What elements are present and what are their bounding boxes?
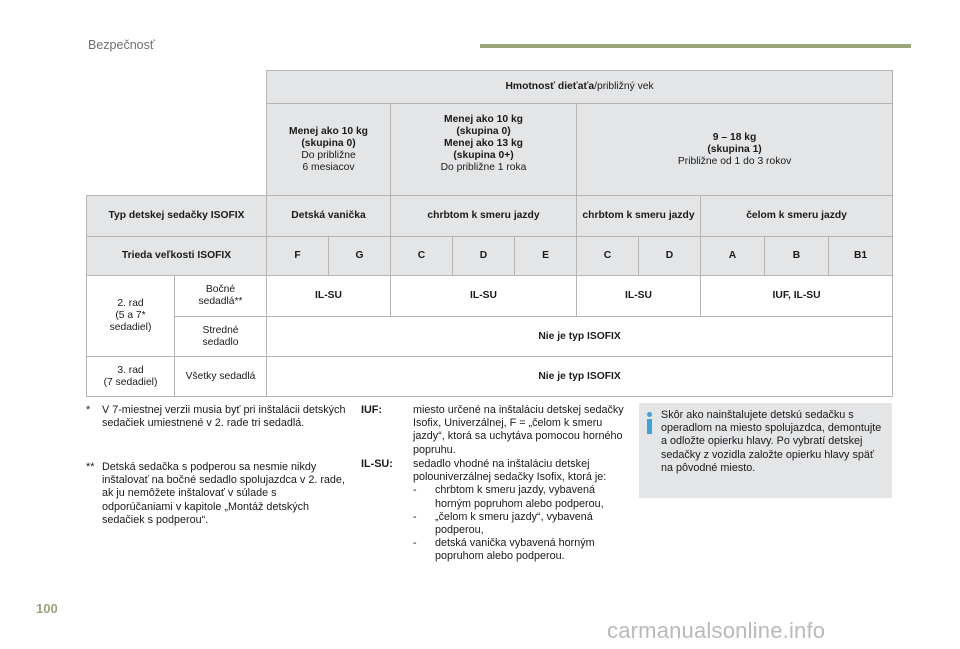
size-class: B <box>765 237 829 276</box>
info-box-text: Skôr ako nainštalujete detskú sedačku s operadlom na miesto spolujazdca, demontujte a odložte opierku hlavy. Po vybratí detskej sedačky z vozidla založte opierku hlavy späť na pôvodné miesto. <box>661 409 882 474</box>
row2-label-1: 2. rad <box>117 298 144 309</box>
term-ilsu-item-text: detská vanička vybavená horným popruhom alebo podperou. <box>435 537 595 563</box>
term-ilsu-item <box>413 484 631 510</box>
term-iuf-key: IUF: <box>361 404 382 416</box>
term-ilsu-item <box>413 511 631 537</box>
footnote-1 <box>86 404 348 430</box>
group-0plus-weight-1: Menej ako 10 kg <box>444 114 523 125</box>
row2-side-value: IL-SU <box>391 276 577 317</box>
dash-mark: - <box>413 484 417 497</box>
group-0plus-weight-2: Menej ako 13 kg <box>444 138 523 149</box>
info-box <box>639 403 892 498</box>
row3-seats: Všetky sedadlá <box>175 357 267 397</box>
footnote-2-text: Detská sedačka s podperou sa nesmie nikdy inštalovať na bočné sedadlo spolujazdca v 2. rade, ak ju nemôžete inštalovať v súlade s odporúčaniami v kapitole „Montáž detských sedačiek s podperou“. <box>102 461 345 526</box>
isofix-table <box>86 70 893 397</box>
group-0-age-2: 6 mesiacov <box>302 161 355 173</box>
group-0plus-label-1: (skupina 0) <box>456 126 511 137</box>
row3-value: Nie je typ ISOFIX <box>267 357 893 397</box>
row2-side-seats <box>175 276 267 317</box>
group-1-weight: 9 – 18 kg <box>712 131 757 143</box>
size-class: D <box>639 237 701 276</box>
dash-mark: - <box>413 537 417 550</box>
size-class: D <box>453 237 515 276</box>
dash-mark: - <box>413 510 417 523</box>
term-iuf-text: miesto určené na inštaláciu detskej sedačky Isofix, Univerzálnej, F = „čelom k smeru jazdy“, ktorá sa uchytáva pomocou horného popruhu. <box>413 404 624 456</box>
row2-label-3: sedadiel) <box>109 322 152 333</box>
footnote-1-text: V 7-miestnej verzii musia byť pri inštalácii detských sedačiek umiestnené v 2. rade tri sedadlá. <box>102 404 346 430</box>
term-ilsu-key: IL-SU: <box>361 458 393 470</box>
size-class: G <box>329 237 391 276</box>
weight-header-rest: /približný vek <box>594 81 654 92</box>
watermark: carmanualsonline.info <box>607 618 826 643</box>
group-0-weight: Menej ako 10 kg <box>289 125 368 137</box>
term-ilsu <box>361 458 631 564</box>
size-class: C <box>391 237 453 276</box>
row2-side-value: IL-SU <box>267 276 391 317</box>
row2-center-value: Nie je typ ISOFIX <box>267 317 893 357</box>
row2-center-label-2: sedadlo <box>202 336 239 348</box>
size-class: A <box>701 237 765 276</box>
row3-label-2: (7 sedadiel) <box>103 376 158 388</box>
term-ilsu-body <box>413 458 631 564</box>
term-iuf <box>361 404 631 457</box>
group-1-label: (skupina 1) <box>707 143 762 155</box>
type-row-label: Typ detskej sedačky ISOFIX <box>87 196 267 237</box>
row2-center-seat <box>175 317 267 357</box>
type-cell-forward-facing: čelom k smeru jazdy <box>701 196 893 237</box>
size-class: B1 <box>829 237 893 276</box>
row2-label-2: (5 a 7* <box>115 310 146 321</box>
size-class: F <box>267 237 329 276</box>
group-0-age-1: Do približne <box>301 149 356 161</box>
term-ilsu-text: sedadlo vhodné na inštaláciu detskej polouniverzálnej sedačky Isofix, ktorá je: <box>413 458 607 484</box>
term-ilsu-item-text: chrbtom k smeru jazdy, vybavená horným popruhom alebo podperou, <box>435 484 604 510</box>
row2-label <box>87 276 175 357</box>
size-row-label: Trieda veľkosti ISOFIX <box>87 237 267 276</box>
row2-side-label-2: sedadlá** <box>198 296 243 307</box>
group-0plus-age: Do približne 1 roka <box>440 162 527 173</box>
row3-label <box>87 357 175 397</box>
footnote-2-mark: ** <box>86 461 95 473</box>
group-0plus-header <box>391 104 577 196</box>
group-0-label: (skupina 0) <box>301 137 356 149</box>
section-title: Bezpečnosť <box>88 38 155 52</box>
term-ilsu-item-text: „čelom k smeru jazdy“, vybavená podperou, <box>435 510 593 537</box>
footnote-1-mark: * <box>86 404 91 416</box>
row2-center-label-1: Stredné <box>202 324 239 336</box>
type-cell-carrycot: Detská vanička <box>267 196 391 237</box>
page-number: 100 <box>36 601 58 616</box>
group-0-header <box>267 104 391 196</box>
weight-header-bold: Hmotnosť dieťaťa <box>505 81 595 92</box>
term-ilsu-item <box>413 537 631 563</box>
row2-side-label-1: Bočné <box>205 284 236 295</box>
group-1-age: Približne od 1 do 3 rokov <box>677 155 792 167</box>
row2-side-value: IUF, IL-SU <box>701 276 893 317</box>
group-0plus-label-2: (skupina 0+) <box>453 150 514 161</box>
type-cell-rear-facing-1: chrbtom k smeru jazdy <box>391 196 577 237</box>
type-cell-rear-facing-2: chrbtom k smeru jazdy <box>577 196 701 237</box>
row3-label-1: 3. rad <box>117 364 144 376</box>
info-icon <box>646 412 653 434</box>
group-1-header <box>577 104 893 196</box>
size-class: E <box>515 237 577 276</box>
weight-header <box>267 71 893 104</box>
footnote-2 <box>86 461 348 527</box>
header-accent-bar <box>480 44 911 48</box>
size-class: C <box>577 237 639 276</box>
row2-side-value: IL-SU <box>577 276 701 317</box>
